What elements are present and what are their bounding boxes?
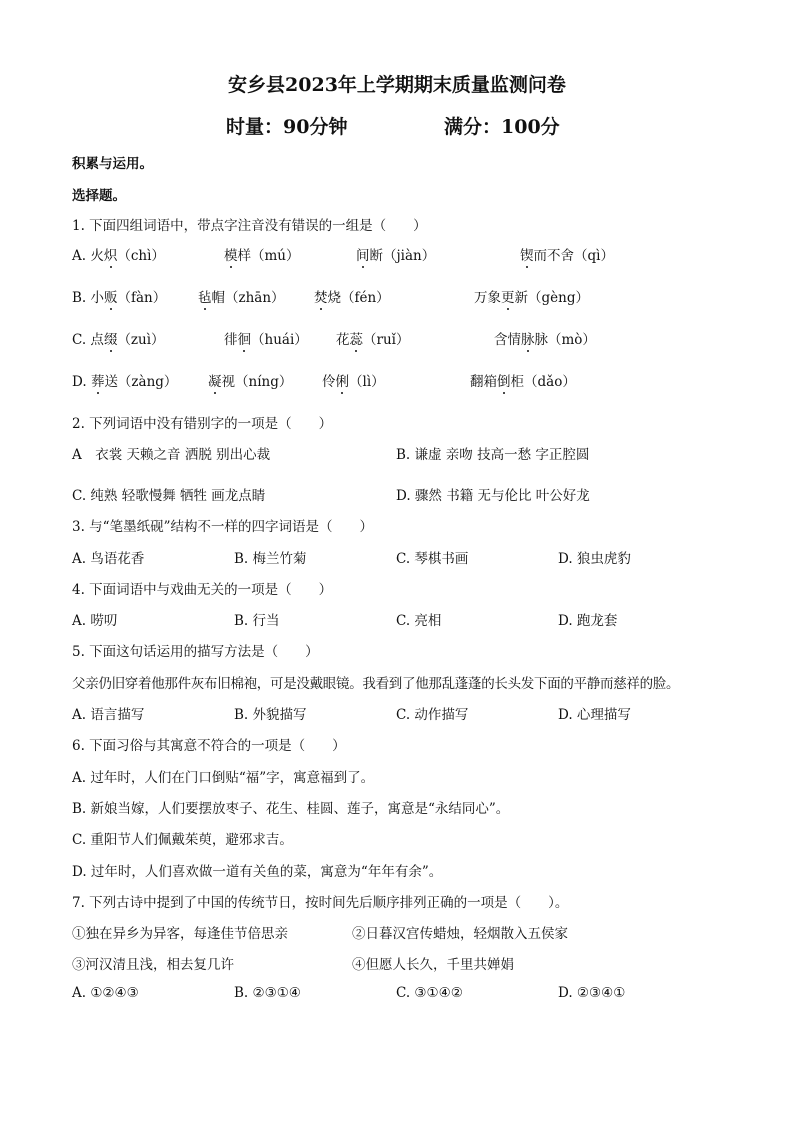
q4-option-a: A. 唠叨 [72, 613, 118, 629]
q3-option-d: D. 狼虫虎豹 [558, 551, 631, 567]
question-5-stem: 5. 下面这句话运用的描写方法是（ ） [72, 644, 319, 660]
q7-poem-1: ①独在异乡为异客，每逢佳节倍思亲 [72, 926, 288, 942]
exam-time: 时量：90分钟 [226, 116, 348, 138]
q6-option-c: C. 重阳节人们佩戴茱萸，避邪求吉。 [72, 832, 293, 848]
q5-passage: 父亲仍旧穿着他那件灰布旧棉袍，可是没戴眼镜。我看到了他那乱蓬蓬的长头发下面的平静而慈祥的脸。 [72, 676, 680, 692]
q4-option-d: D. 跑龙套 [558, 613, 618, 629]
question-3-stem: 3. 与“笔墨纸砚”结构不一样的四字词语是（ ） [72, 519, 373, 535]
q1-option-a-word-2: 模样（mú） [224, 244, 300, 264]
q6-option-d: D. 过年时，人们喜欢做一道有关鱼的菜，寓意为“年年有余”。 [72, 864, 443, 880]
question-6-stem: 6. 下面习俗与其寓意不符合的一项是（ ） [72, 738, 346, 754]
q5-option-b: B. 外貌描写 [234, 707, 307, 723]
q5-option-c: C. 动作描写 [396, 707, 469, 723]
q4-option-c: C. 亮相 [396, 613, 442, 629]
exam-score: 满分：100分 [444, 116, 560, 138]
q1-option-d-word-2: 凝视（níng） [208, 370, 292, 390]
q7-poem-3: ③河汉清且浅，相去复几许 [72, 957, 234, 973]
question-4-stem: 4. 下面词语中与戏曲无关的一项是（ ） [72, 582, 333, 598]
q7-poem-2: ②日暮汉宫传蜡烛，轻烟散入五侯家 [352, 926, 568, 942]
question-1-stem: 1. 下面四组词语中，带点字注音没有错误的一组是（ ） [72, 218, 427, 234]
q2-option-a: A 衣裳 天赖之音 洒脱 别出心裁 [72, 447, 271, 463]
q3-option-b: B. 梅兰竹菊 [234, 551, 307, 567]
q1-option-c-word-1: C. 点缀（zuì） [72, 328, 165, 348]
q5-option-d: D. 心理描写 [558, 707, 631, 723]
q4-option-b: B. 行当 [234, 613, 280, 629]
q1-option-a-word-3: 间断（jiàn） [356, 244, 435, 264]
q7-option-b: B. ②③①④ [234, 985, 301, 1001]
q1-option-c-word-4: 含情脉脉（mò） [494, 328, 596, 348]
question-2-stem: 2. 下列词语中没有错别字的一项是（ ） [72, 416, 333, 432]
q3-option-a: A. 鸟语花香 [72, 551, 145, 567]
q1-option-b-word-4: 万象更新（gèng） [474, 286, 589, 306]
q1-option-d-word-4: 翻箱倒柜（dǎo） [470, 370, 576, 390]
section-heading-accumulation: 积累与运用。 [72, 156, 153, 172]
q7-option-a: A. ①②④③ [72, 985, 139, 1001]
q7-option-c: C. ③①④② [396, 985, 463, 1001]
q7-option-d: D. ②③④① [558, 985, 626, 1001]
section-heading-choice: 选择题。 [72, 188, 126, 204]
q5-option-a: A. 语言描写 [72, 707, 145, 723]
q3-option-c: C. 琴棋书画 [396, 551, 469, 567]
q6-option-b: B. 新娘当嫁，人们要摆放枣子、花生、桂圆、莲子，寓意是“永结同心”。 [72, 801, 510, 817]
q2-option-c: C. 纯熟 轻歌慢舞 牺牲 画龙点睛 [72, 488, 266, 504]
q1-option-b-word-2: 毡帽（zhān） [198, 286, 285, 306]
q6-option-a: A. 过年时，人们在门口倒贴“福”字，寓意福到了。 [72, 770, 375, 786]
q1-option-c-word-3: 花蕊（ruǐ） [336, 328, 409, 348]
q1-option-d-word-3: 伶俐（lì） [322, 370, 385, 390]
q1-option-b-word-1: B. 小贩（fàn） [72, 286, 166, 306]
q7-poem-4: ④但愿人长久，千里共婵娟 [352, 957, 514, 973]
question-7-stem: 7. 下列古诗中提到了中国的传统节日，按时间先后顺序排列正确的一项是（ ）。 [72, 895, 569, 911]
q2-option-d: D. 骤然 书籍 无与伦比 叶公好龙 [396, 488, 590, 504]
exam-title: 安乡县2023年上学期期末质量监测问卷 [228, 74, 566, 96]
q1-option-d-word-1: D. 葬送（zàng） [72, 370, 177, 390]
q2-option-b: B. 谦虚 亲吻 技高一愁 字正腔圆 [396, 447, 590, 463]
q1-option-b-word-3: 焚烧（fén） [314, 286, 390, 306]
q1-option-a-word-4: 锲而不舍（qì） [520, 244, 614, 264]
q1-option-a-word-1: A. 火炽（chì） [72, 244, 165, 264]
q1-option-c-word-2: 徘徊（huái） [224, 328, 308, 348]
